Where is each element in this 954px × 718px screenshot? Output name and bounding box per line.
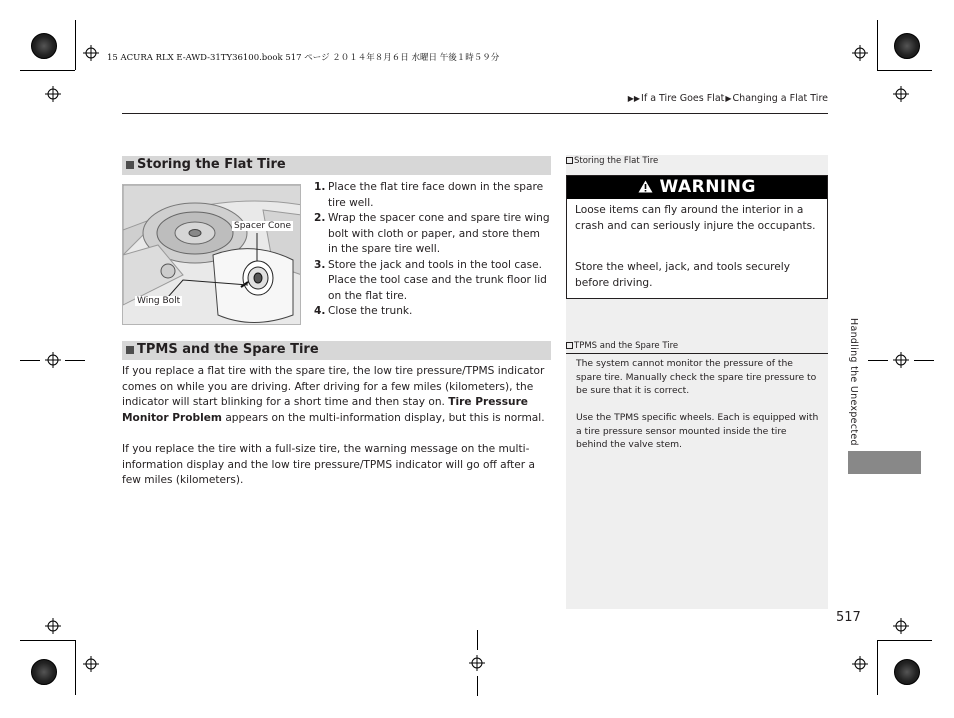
message-name: Tire Pressure Monitor Problem xyxy=(122,396,528,424)
reference-storing-flat-tire[interactable]: Storing the Flat Tire xyxy=(566,156,658,166)
reference-tpms-spare-tire[interactable]: TPMS and the Spare Tire xyxy=(566,341,678,351)
registration-target-icon xyxy=(45,86,61,102)
breadcrumb xyxy=(627,93,828,104)
warning-text-1: Loose items can fly around the interior in a crash and can seriously injure the occupants. xyxy=(575,204,816,232)
label-wing-bolt: Wing Bolt xyxy=(137,296,181,306)
registration-target-icon xyxy=(893,352,909,368)
section-heading-storing xyxy=(122,156,551,175)
warning-header: WARNING xyxy=(567,176,827,199)
page-number: 517 xyxy=(836,610,861,625)
registration-seal-icon xyxy=(31,659,57,685)
section-heading-tpms xyxy=(122,341,551,360)
header-rule xyxy=(122,113,828,114)
section-title: Storing the Flat Tire xyxy=(137,157,286,172)
registration-target-icon xyxy=(852,45,868,61)
tpms-note-1: The system cannot monitor the pressure of the spare tire. Manually check the spare tire pressure to be sure that it is correct. xyxy=(576,358,817,396)
registration-seal-icon xyxy=(894,33,920,59)
reference-link-icon xyxy=(566,342,573,349)
reference-link-icon xyxy=(566,157,573,164)
registration-target-icon xyxy=(83,45,99,61)
registration-target-icon xyxy=(469,655,485,671)
tpms-paragraph-2: If you replace the tire with a full-size tire, the warning message on the multi-information display and the low tire pressure/TPMS indicator will go off after a few miles (kilometers). xyxy=(122,443,536,487)
breadcrumb-item-flat-tire[interactable]: If a Tire Goes Flat xyxy=(641,93,725,104)
steps-list xyxy=(314,180,552,320)
list-item: 4. Close the trunk. xyxy=(314,305,413,317)
chapter-tab-label[interactable]: Handling the Unexpected xyxy=(848,318,859,446)
registration-target-icon xyxy=(45,618,61,634)
book-file-info: 15 ACURA RLX E-AWD-31TY36100.book 517 ページ ２０１４年８月６日 水曜日 午後１時５９分 xyxy=(107,53,500,63)
label-spacer-cone: Spacer Cone xyxy=(234,221,292,231)
registration-target-icon xyxy=(893,86,909,102)
chapter-tab-marker xyxy=(848,451,921,474)
list-item: 3. Store the jack and tools in the tool case. Place the tool case and the trunk floor lid on the flat tire. xyxy=(314,258,547,302)
registration-target-icon xyxy=(45,352,61,368)
breadcrumb-arrow-icon: ▶▶ xyxy=(627,94,641,103)
trunk-illustration xyxy=(122,184,301,325)
warning-triangle-icon xyxy=(638,180,653,193)
breadcrumb-item-changing-tire[interactable]: Changing a Flat Tire xyxy=(732,93,828,104)
registration-target-icon xyxy=(83,656,99,672)
tpms-paragraph-1: If you replace a flat tire with the spare tire, the low tire pressure/TPMS indicator comes on while you are driving. After driving for a few miles (kilometers), the indicator will start blinking for a short time and then stay on. Tire Pressure Monitor Problem appears on the multi-information display, but this is normal. xyxy=(122,365,545,424)
section-square-icon xyxy=(126,346,134,354)
panel-rule xyxy=(566,353,828,354)
list-item: 2. Wrap the spacer cone and spare tire wing bolt with cloth or paper, and store them in the spare tire well. xyxy=(314,212,550,255)
warning-box xyxy=(566,175,828,299)
warning-text-2: Store the wheel, jack, and tools securely before driving. xyxy=(575,261,791,289)
registration-target-icon xyxy=(893,618,909,634)
tpms-note-2: Use the TPMS specific wheels. Each is equipped with a tire pressure sensor mounted inside the tire behind the valve stem. xyxy=(576,412,819,450)
section-square-icon xyxy=(126,161,134,169)
registration-seal-icon xyxy=(31,33,57,59)
registration-target-icon xyxy=(852,656,868,672)
section-title: TPMS and the Spare Tire xyxy=(137,342,319,357)
list-item: 1. Place the flat tire face down in the spare tire well. xyxy=(314,181,544,209)
breadcrumb-separator-icon: ▶ xyxy=(725,94,732,103)
registration-seal-icon xyxy=(894,659,920,685)
